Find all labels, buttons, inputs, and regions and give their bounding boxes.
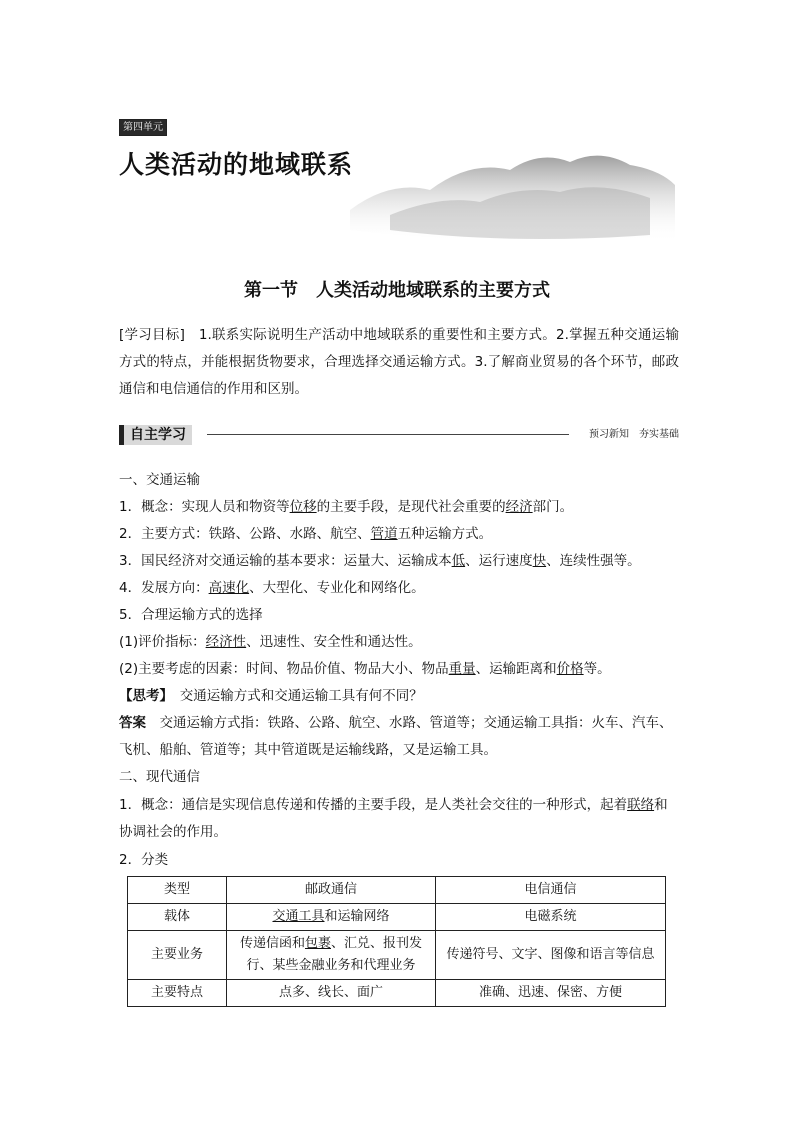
table-cell: 载体	[128, 904, 227, 931]
banner-subtitle: 预习新知 夯实基础	[589, 429, 679, 440]
table-cell: 主要业务	[128, 931, 227, 980]
communication-line-3: 2．分类	[119, 852, 169, 868]
table-row	[128, 931, 666, 980]
section-banner	[119, 423, 679, 447]
transport-line-6: (1)评价指标：经济性、迅速性、安全性和通达性。	[119, 634, 422, 650]
heading-communication: 二、现代通信	[119, 769, 200, 785]
mountain-illustration	[330, 140, 680, 250]
unit-title: 人类活动的地域联系	[119, 150, 354, 179]
table-row	[128, 904, 666, 931]
table-cell: 准确、迅速、保密、方便	[436, 980, 666, 1007]
table-cell: 传递信函和包裹、汇兑、报刊发 行、某些金融业务和代理业务	[227, 931, 436, 980]
table-cell: 主要特点	[128, 980, 227, 1007]
section-title: 第一节 人类活动地域联系的主要方式	[244, 280, 550, 301]
heading-transport: 一、交通运输	[119, 472, 200, 488]
transport-line-7: (2)主要考虑的因素：时间、物品价值、物品大小、物品重量、运输距离和价格等。	[119, 661, 611, 677]
table-header-row	[128, 877, 666, 904]
think-question: 【思考】 交通运输方式和交通运输工具有何不同？	[119, 688, 423, 704]
table-cell: 点多、线长、面广	[227, 980, 436, 1007]
banner-label: 自主学习	[119, 425, 192, 445]
learning-goals: [学习目标] 1.联系实际说明生产活动中地域联系的重要性和主要方式。2.掌握五种交通运输方式的特点，并能根据货物要求，合理选择交通运输方式。3.了解商业贸易的各个环节，邮政通信和电信通信的作用和区别。	[119, 327, 679, 397]
transport-line-5: 5．合理运输方式的选择	[119, 607, 263, 623]
table-cell: 传递符号、文字、图像和语言等信息	[436, 931, 666, 980]
banner-divider	[207, 434, 569, 435]
transport-line-1: 1．概念：实现人员和物资等位移的主要手段，是现代社会重要的经济部门。	[119, 499, 574, 515]
transport-line-2: 2．主要方式：铁路、公路、水路、航空、管道五种运输方式。	[119, 526, 493, 542]
communication-line-1: 1．概念：通信是实现信息传递和传播的主要手段，是人类社会交往的一种形式，起着联络和	[119, 797, 668, 813]
unit-tag: 第四单元	[119, 119, 167, 136]
table-header-cell: 类型	[128, 877, 227, 904]
answer-line-2: 飞机、船舶、管道等；其中管道既是运输线路，又是运输工具。	[119, 742, 497, 758]
table-header-cell: 电信通信	[436, 877, 666, 904]
table-row	[128, 980, 666, 1007]
comparison-table	[127, 876, 666, 1007]
communication-line-2: 协调社会的作用。	[119, 824, 227, 840]
table-cell: 交通工具和运输网络	[227, 904, 436, 931]
table-header-cell: 邮政通信	[227, 877, 436, 904]
transport-line-4: 4．发展方向：高速化、大型化、专业化和网络化。	[119, 580, 425, 596]
table-cell: 电磁系统	[436, 904, 666, 931]
answer-line-1: 答案 交通运输方式指：铁路、公路、航空、水路、管道等；交通运输工具指：火车、汽车、	[119, 715, 673, 731]
transport-line-3: 3．国民经济对交通运输的基本要求：运量大、运输成本低、运行速度快、连续性强等。	[119, 553, 641, 569]
